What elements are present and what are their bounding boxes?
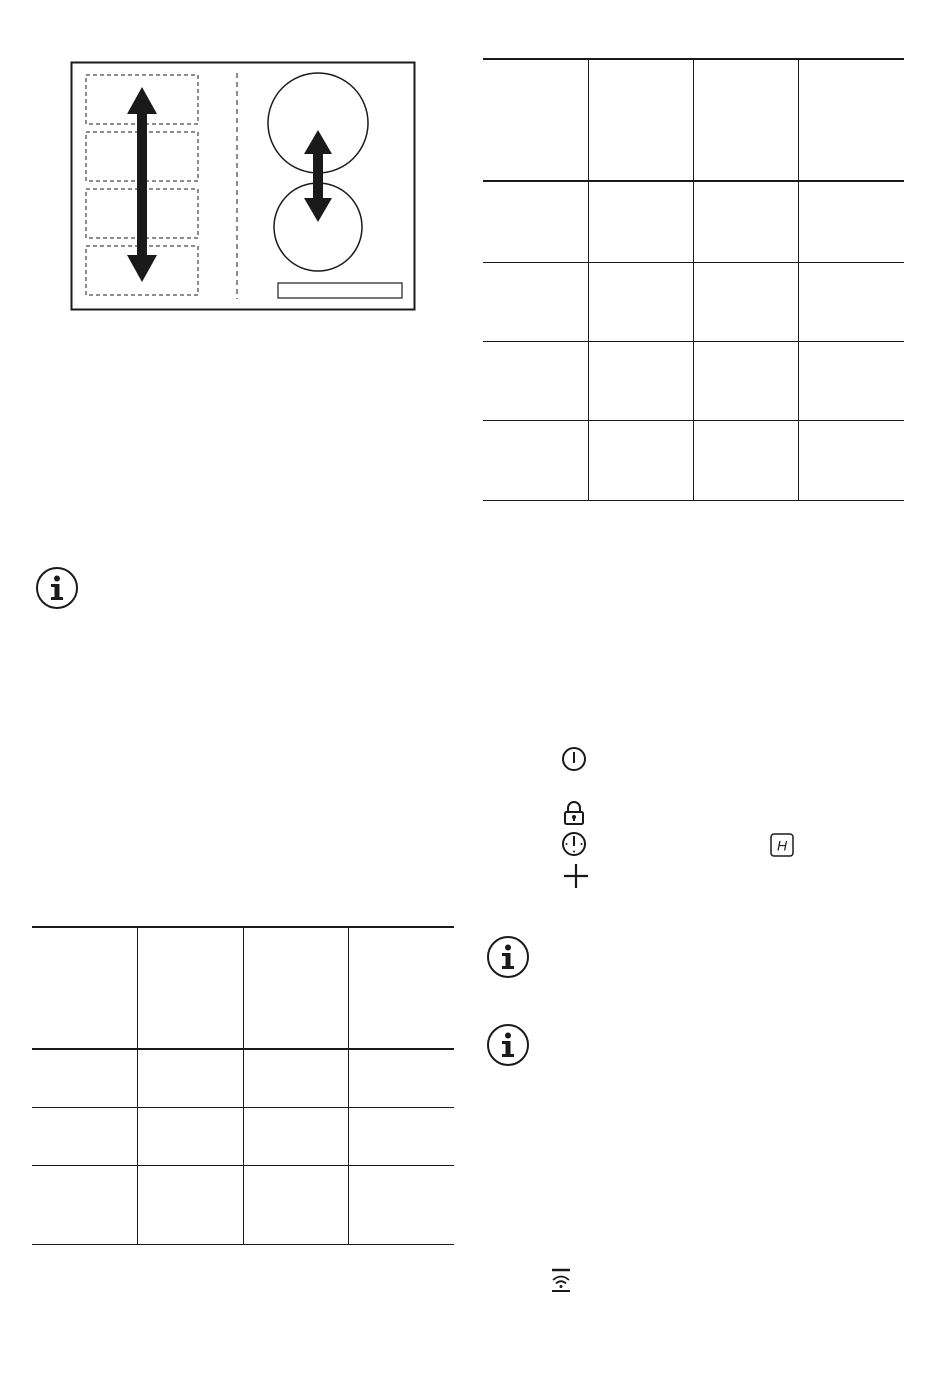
double-arrow-icon	[127, 87, 157, 282]
table-cell	[483, 181, 588, 262]
table-cell	[243, 1107, 349, 1165]
residual-heat-display-icon	[770, 833, 794, 857]
table-cell	[349, 1107, 455, 1165]
table-cell	[32, 1165, 138, 1244]
table-cell	[694, 59, 799, 181]
table-cell	[243, 1165, 349, 1244]
table-cell	[138, 1165, 244, 1244]
info-icon	[486, 935, 530, 979]
table-cell	[483, 262, 588, 341]
table-cell	[588, 420, 693, 500]
table-cell	[588, 181, 693, 262]
table-cell	[799, 262, 904, 341]
table-row	[32, 1165, 454, 1244]
table-cell	[694, 420, 799, 500]
table-cell	[138, 1107, 244, 1165]
table-row	[483, 420, 904, 500]
table-cell	[349, 927, 455, 1049]
info-icon	[486, 1023, 530, 1067]
hob-zone-diagram	[70, 61, 416, 311]
table-cell	[588, 262, 693, 341]
table-row	[483, 262, 904, 341]
table-cell	[483, 59, 588, 181]
table-row	[483, 181, 904, 262]
table-cell	[799, 181, 904, 262]
table-cell	[138, 1049, 244, 1107]
table-row	[32, 1107, 454, 1165]
hob-outline	[72, 63, 415, 310]
table-cell	[799, 341, 904, 420]
table-cell	[138, 927, 244, 1049]
table-cell	[243, 927, 349, 1049]
timer-icon	[560, 830, 588, 858]
table-cell	[483, 420, 588, 500]
table-row	[483, 341, 904, 420]
data-table-bottom-left	[32, 926, 454, 1245]
table-cell	[588, 59, 693, 181]
table-cell	[694, 341, 799, 420]
info-icon	[35, 566, 79, 610]
table-row	[32, 1049, 454, 1107]
table-cell	[588, 341, 693, 420]
table-cell	[32, 927, 138, 1049]
power-icon	[560, 745, 588, 773]
table-cell	[799, 59, 904, 181]
table-cell	[32, 1049, 138, 1107]
table-cell	[694, 181, 799, 262]
residual-heat-label: H	[776, 837, 788, 854]
plus-icon	[562, 862, 590, 890]
hob-to-hood-icon	[548, 1266, 576, 1294]
table-cell	[32, 1107, 138, 1165]
table-cell	[349, 1165, 455, 1244]
table-cell	[799, 420, 904, 500]
table-cell	[694, 262, 799, 341]
table-header-row	[483, 59, 904, 181]
lock-icon	[560, 799, 588, 827]
table-cell	[483, 341, 588, 420]
table-cell	[349, 1049, 455, 1107]
data-table-top-right	[483, 58, 904, 501]
control-panel	[278, 283, 402, 298]
table-cell	[243, 1049, 349, 1107]
table-header-row	[32, 927, 454, 1049]
